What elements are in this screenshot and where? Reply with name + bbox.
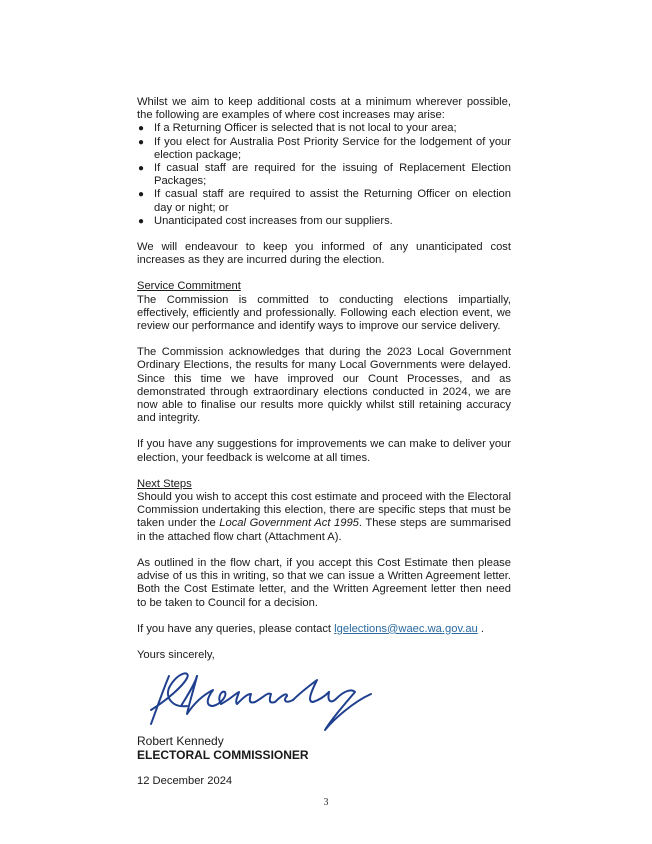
bullet-icon: ● xyxy=(138,163,145,175)
letter-body xyxy=(137,96,511,788)
signature-image xyxy=(147,666,377,732)
closing: Yours sincerely, xyxy=(137,648,215,661)
bullet-icon: ● xyxy=(138,123,145,135)
next-steps-paragraph-1: Should you wish to accept this cost estimate and proceed with the Electoral Commission undertaking this election, there are specific steps that must be taken under the Local Government Act 1995. These steps are summarised in the attached flow chart (Attachment A). xyxy=(137,491,512,543)
letter-date: 12 December 2024 xyxy=(137,775,233,788)
bullet-icon: ● xyxy=(138,136,145,148)
next-steps-heading: Next Steps xyxy=(137,477,192,490)
service-paragraph-3: If you have any suggestions for improvements we can make to deliver your election, your feedback is welcome at all times. xyxy=(137,438,511,464)
intro-paragraph: Whilst we aim to keep additional costs at a minimum wherever possible, the following are examples of where cost increases may arise: xyxy=(137,96,511,122)
bullet-icon: ● xyxy=(138,215,145,227)
cost-increase-list xyxy=(137,122,511,228)
act-name: Local Government Act 1995 xyxy=(219,517,359,530)
list-item: ● If a Returning Officer is selected that is not local to your area; xyxy=(138,122,457,135)
list-item: ● If casual staff are required for the issuing of Replacement Election Packages; xyxy=(138,162,511,188)
bullet-icon: ● xyxy=(138,189,145,201)
inform-paragraph: We will endeavour to keep you informed of any unanticipated cost increases as they are incurred during the election. xyxy=(137,241,511,267)
page-number: 3 xyxy=(323,797,329,808)
list-item: ● Unanticipated cost increases from our suppliers. xyxy=(138,214,393,227)
list-item: ● If you elect for Australia Post Priority Service for the lodgement of your election package; xyxy=(138,135,511,161)
signer-name: Robert Kennedy xyxy=(137,734,224,749)
service-paragraph-1: The Commission is committed to conducting elections impartially, effectively, efficiently and professionally. Following each election event, we review our performance and identify ways to improve our service delivery. xyxy=(137,293,511,333)
contact-paragraph: If you have any queries, please contact lgelections@waec.wa.gov.au . xyxy=(137,622,484,635)
contact-email-link[interactable]: lgelections@waec.wa.gov.au xyxy=(334,622,478,635)
service-paragraph-2: The Commission acknowledges that during the 2023 Local Government Ordinary Elections, the results for many Local Governments were delayed. Since this time we have improved our Count Processes, and as demonstrated through extraordinary elections conducted in 2024, we are now able to finalise our results more quickly whilst still retaining accuracy and integrity. xyxy=(137,346,511,425)
signer-title: ELECTORAL COMMISSIONER xyxy=(137,748,309,763)
next-steps-paragraph-2: As outlined in the flow chart, if you accept this Cost Estimate then please advise of us this in writing, so that we can issue a Written Agreement letter. Both the Cost Estimate letter, and the Written Agreement letter then need to be taken to Council for a decision. xyxy=(137,556,511,609)
list-item: ● If casual staff are required to assist the Returning Officer on election day or night; or xyxy=(138,188,511,214)
service-commitment-heading: Service Commitment xyxy=(137,280,241,293)
